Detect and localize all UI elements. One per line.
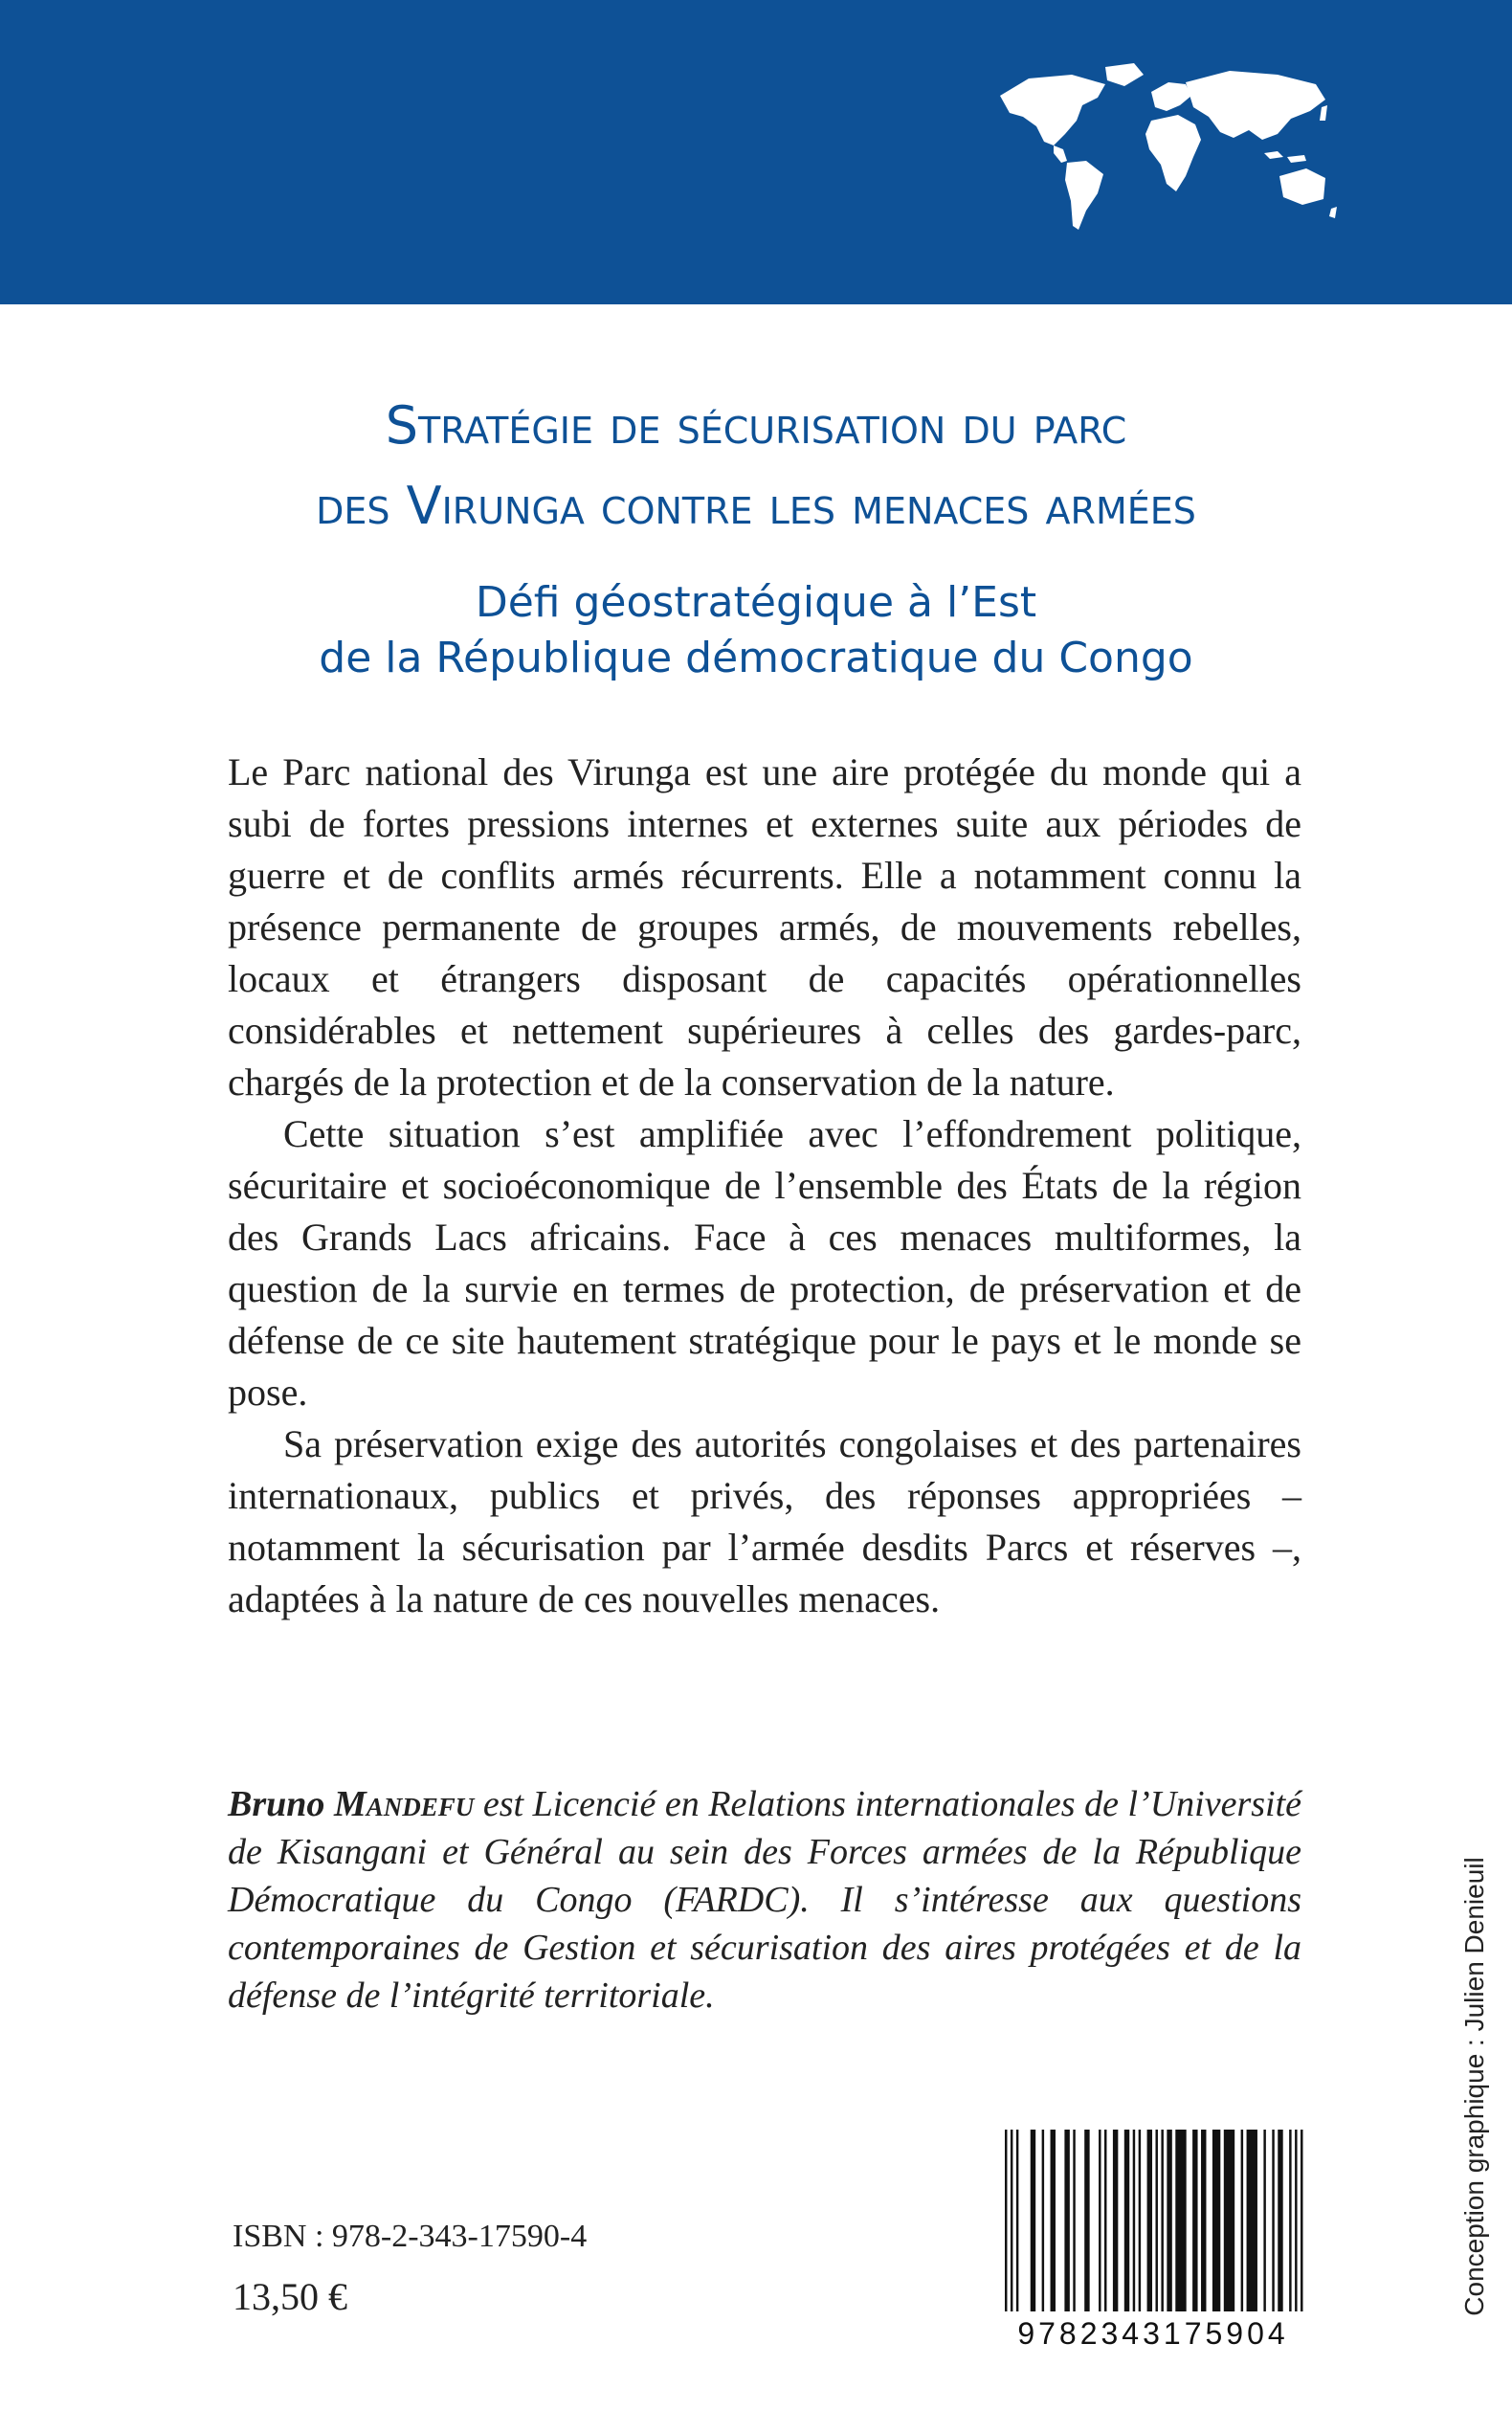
barcode-bar xyxy=(1124,2130,1129,2311)
barcode-bar xyxy=(1278,2130,1282,2311)
barcode-bar xyxy=(1051,2130,1056,2311)
barcode-bar xyxy=(1147,2130,1152,2311)
title-line-1: Stratégie de sécurisation du parc xyxy=(385,395,1127,456)
author-last-name: Mandefu xyxy=(333,1784,475,1824)
barcode-bar xyxy=(1133,2130,1135,2311)
barcode-bar xyxy=(1272,2130,1274,2311)
author-first-name: Bruno xyxy=(228,1784,334,1824)
barcode-bar xyxy=(1084,2130,1089,2311)
barcode-number: 9782343175904 xyxy=(1017,2316,1289,2351)
summary-paragraph-3: Sa préservation exige des autorités congolaises et des partenaires internationaux, publics et privés, des réponses appropriées – notamment la sécurisation par l’armée desdits Parcs et réserves –, adaptées à la nature de ces nouvelles menaces. xyxy=(228,1422,1301,1620)
barcode-bar xyxy=(1201,2130,1206,2311)
barcode-bar xyxy=(1099,2130,1101,2311)
author-name xyxy=(228,1784,474,1824)
barcode-bar xyxy=(1016,2130,1018,2311)
barcode-bar xyxy=(1031,2130,1035,2311)
barcode-bar xyxy=(1175,2130,1186,2311)
header-banner xyxy=(0,0,1512,304)
author-bio xyxy=(228,1780,1301,2020)
barcode-bar xyxy=(1104,2130,1106,2311)
barcode-bar xyxy=(1167,2130,1171,2311)
barcode-bar xyxy=(1212,2130,1220,2311)
barcode-bar xyxy=(1263,2130,1265,2311)
barcode-bar xyxy=(1005,2130,1007,2311)
world-map-icon xyxy=(990,57,1345,239)
barcode-bar xyxy=(1295,2130,1297,2311)
barcode-bar xyxy=(1224,2130,1234,2311)
design-credit: Conception graphique : Julien Denieuil xyxy=(1459,1857,1489,2316)
subtitle-line-2: de la République démocratique du Congo xyxy=(319,634,1193,682)
subtitle-line-1: Défi géostratégique à l’Est xyxy=(475,578,1037,627)
price: 13,50 € xyxy=(233,2275,347,2318)
barcode-bar xyxy=(1139,2130,1141,2311)
barcode-bar xyxy=(1073,2130,1075,2311)
barcode-bar xyxy=(1192,2130,1197,2311)
barcode-bar xyxy=(1155,2130,1157,2311)
barcode-bar xyxy=(1161,2130,1163,2311)
summary-text xyxy=(228,747,1301,1625)
barcode-bar xyxy=(1064,2130,1069,2311)
barcode-icon xyxy=(1005,2130,1303,2331)
barcode-bar xyxy=(1241,2130,1243,2311)
barcode-bar xyxy=(1011,2130,1012,2311)
barcode-bar xyxy=(1042,2130,1044,2311)
summary-paragraph-1: Le Parc national des Virunga est une aire protégée du monde qui a subi de fortes pressions internes et externes suite aux périodes de guerre et de conflits armés récurrents. Elle a notamment connu la présence permanente de groupes armés, de mouvements rebelles, locaux et étrangers disposant de capacités opérationnelles considérables et nettement supérieures à celles des gardes-parc, chargés de la protection et de la conservation de la nature. xyxy=(228,750,1301,1104)
barcode-bar xyxy=(1113,2130,1118,2311)
barcode-bar xyxy=(1289,2130,1291,2311)
title-line-2: des Virunga contre les menaces armées xyxy=(316,476,1196,536)
summary-paragraph-2: Cette situation s’est amplifiée avec l’effondrement politique, sécuritaire et socioéconomique de l’ensemble des États de la région des Grands Lacs africains. Face à ces menaces multiformes, la question de la survie en termes de protection, de préservation et de défense de ce site hautement stratégique pour le pays et le monde se pose. xyxy=(228,1112,1301,1414)
barcode-bar xyxy=(1301,2130,1302,2311)
isbn: ISBN : 978-2-343-17590-4 xyxy=(233,2219,588,2254)
barcode-bar xyxy=(1247,2130,1257,2311)
author-bio-text: est Licencié en Relations internationales de l’Université de Kisangani et Général au sein des Forces armées de la République Démocratique du Congo (FARDC). Il s’intéresse aux questions contemporaines de Gestion et sécurisation des aires protégées et de la défense de l’intégrité territoriale. xyxy=(228,1784,1302,2016)
